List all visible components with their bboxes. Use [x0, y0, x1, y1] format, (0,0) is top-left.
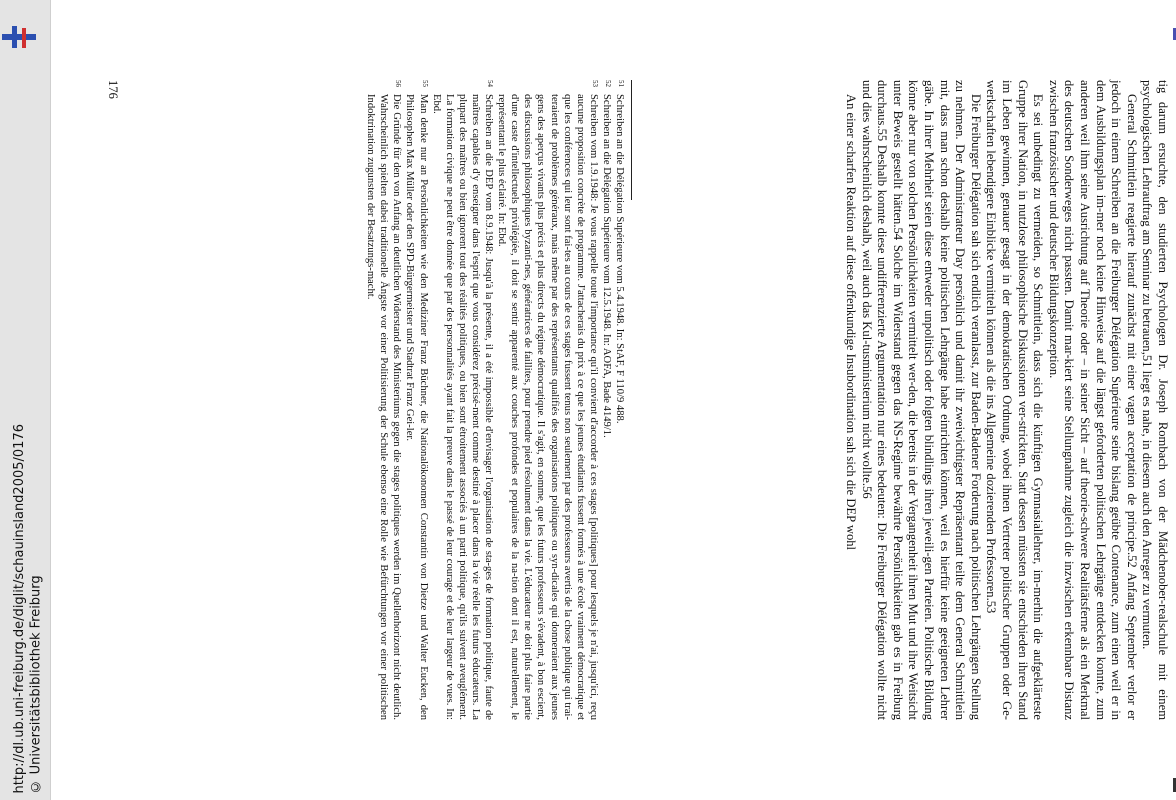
footnote — [600, 80, 613, 720]
university-logo-icon — [0, 22, 40, 52]
footnote — [613, 80, 626, 720]
footnote-text: Die Gründe für den von Anfang an deutlichen Widerstand des Ministeriums gegen die stages politiques werden im Quellenhorizont nicht deutlich. Wahrscheinlich spielten dabei traditionelle Ängste vor einer Politisierung der Schule ebenso eine Rolle wie Befürchtungen vor einer politischen Indoktrination zugunsten der Besatzungs-macht. — [365, 94, 403, 720]
viewer-sidebar — [0, 0, 51, 800]
footnote-text: Schreiben an die DEP vom 8.9.1948: Jusqu'à la présente, il a été impossible d'envisager l'organisation de sta-ges de formation politique, faute de maîtres capables d'y enseigner dans l'esprit que vous considérez précisé-ment comme destiné à placer dans la vie réelle les futurs éducateurs. La plupart des maîtres ou bien ignorent tout des réalités politiques, ou bien sont étroitement associés à un parti politique, qu'ils suivent aveuglément. La formation civique ne peut être donnée que par des personnalités ayant fait la preuve dans le passé de leur courage et de leur largeur de vues. In: Ebd. — [430, 94, 495, 720]
source-url[interactable]: http://dl.ub.uni-freiburg.de/diglit/schauinsland2005/0176 — [12, 424, 27, 794]
paragraph: Die Freiburger Délégation sah sich endlich veranlasst, zur Baden-Badener Forderung nach politischen Lehrgängen Stellung zu nehmen. Der Administrateur Day persönlich und damit ihr zweiwichtigster Repräsentant teilte dem General Schmittlein mit, dass man schon deshalb keine politischen Lehrgänge habe einrichten können, weil es hierfür keine geeigneten Lehrer gäbe. In ihrer Mehrheit seien diese entweder unpolitisch oder folgten blindlings ihren jeweili-gen Parteien. Politische Bildung könne aber nur von solchen Persönlichkeiten vermittelt wer-den, die bereits in der Vergangenheit ihren Mut und ihre Weitsicht unter Beweis gestellt hätten.54 Solche im Widerstand gegen das NS-Regime bewährte Persönlichkeiten gab es in Freiburg durchaus.55 Deshalb konnte diese undifferenzierte Argumentation nur eines bedeuten: Die Freiburger Délégation wollte nicht und dies wahrscheinlich deshalb, weil auch das Kul-tusministerium nicht wollte.56 — [859, 80, 983, 720]
footnote-number: 55 — [420, 80, 429, 87]
paragraph: General Schmittlein reagierte hierauf zunächst mit einer vagen acceptation de principe.52 Anfang September verlor er jedoch in einem Schreiben an die Freiburger Délégation Supérieure seine bislang geübte Contenance, zum einen weil er in dem Ausbildungsplan im-mer noch keine Hinweise auf die längst geforderten politischen Lehrgänge entdecken konnte, zum anderen weil ihm seine Ausrichtung auf Theorie oder – in seiner Sicht – auf theorie-schwere Realitätsferne als ein Merkmal des deutschen Sonderweges nicht passten. Damit mar-kiert seine Stellungnahme zugleich die inzwischen erkennbare Distanz zwischen französischer und deutscher Bildungskonzeption. — [1046, 80, 1139, 720]
footnote-text: Schreiben an die Délégation Supérieure vom 12.5.1948. In: AOFA, Bade 4149/1. — [600, 94, 612, 438]
paragraph: Es sei unbedingt zu vermeiden, so Schmittlein, dass sich die künftigen Gymnasiallehrer, im-merhin die aufgeklärteste Gruppe ihrer Nation, in nutzlose philosophische Diskussionen ver-strickten. Statt dessen müssten sie entschieden ihren Stand im Leben gewinnen, genauer gesagt in der demokratischen Ordnung, wobei ihnen Vertreter politischer Gruppen oder Ge-werkschaften lebendigere Einblicke vermitteln können als die ins Allgemeine dozierenden Professoren.53 — [984, 80, 1046, 720]
page-number: 176 — [106, 80, 120, 99]
footnote — [403, 80, 429, 720]
paragraph: An einer scharfen Reaktion auf diese offenkundige Insubordination sah sich die DEP wohl — [844, 94, 859, 551]
footnote-number: 54 — [486, 80, 495, 87]
footnote-number: 52 — [603, 80, 612, 87]
paragraph: tig darum ersuchte, den studierten Psychologen Dr. Joseph Rombach von der Mädchenober-realschule mit einem psychologischen Lehrauftrag am Seminar zu betrauen,51 liegt es nahe, in diesem auch den Anreger zu vermuten. — [1140, 80, 1170, 720]
footnote — [364, 80, 403, 720]
footnote-number: 53 — [590, 80, 599, 87]
logo-bar — [2, 34, 36, 40]
footnotes — [364, 80, 626, 720]
footnote-text: Man denke nur an Persönlichkeiten wie den Mediziner Franz Büchner, die Nationalökonomen Constantin von Dietze und Walter Eucken, den Philosophen Max Müller oder den SPD-Bürgermeister und Stadtrat Franz Gei-ler. — [404, 94, 429, 720]
footnote-number: 51 — [617, 80, 625, 87]
footnote — [495, 80, 600, 720]
footnote-divider — [631, 80, 632, 200]
scanned-page — [80, 0, 1170, 800]
sidebar-caption — [12, 424, 45, 794]
page-content-rotated — [80, 0, 1170, 800]
footnote-text: Schreiben an die Délégation Supérieure vom 5.4.1948. In: StAF, F 110/9 488. — [614, 94, 625, 424]
logo-stem-right — [22, 28, 26, 48]
footnote-number: 56 — [394, 80, 403, 87]
logo-stem-left — [12, 26, 17, 48]
copyright-notice: © Universitätsbibliothek Freiburg — [28, 575, 44, 794]
body-text — [843, 80, 1170, 720]
footnote — [430, 80, 495, 720]
footnote-text: Schreiben vom 1.9.1948: Je vous rappelle toute l'importance qu'il convient d'accorder à ces stages [politiques] pour lesquels je n'ai, jusqu'ici, reçu aucune proposition concrète de programme. J'attacherais du prix à ce que les jeunes étudiants fussent formés à une école vraiment démocratique et que les conférences qui leur sont fai-tes au cours de ces stages fussent tenus non seulement par des professeurs avertis de la chose publique qui trai-teraient de problèmes généraux, mais même par des représentants qualifiés des organisations politiques ou syn-dicales qui donneraient aux jeunes gens des aperçus vivants plus précis et plus directs du régime démocratique. Il s'agit, en somme, que les futurs professeurs s'évadent, à bon escient, des discussions philosophiques byzanti-nes, génératrices de faillites, pour prendre pied résolument dans la vie. L'éducateur ne doit plus faire partie d'une caste d'intellectuels privilégiée, il doit se sentir apparenté aux couches profondes et populaires de la na-tion dont il est, naturellement, le représentant le plus éclairé. In: Ebd. — [496, 94, 599, 720]
